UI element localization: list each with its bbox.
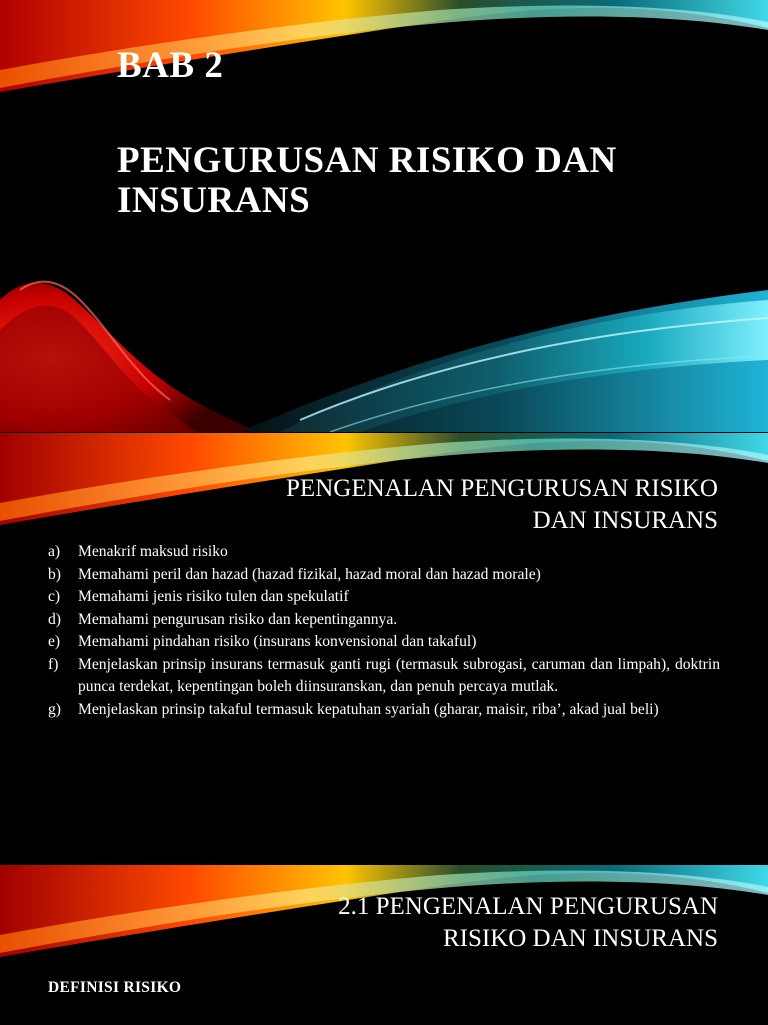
list-text: Menjelaskan prinsip takaful termasuk kepatuhan syariah (gharar, maisir, riba’, akad jual beli)	[78, 700, 659, 718]
list-marker: a)	[48, 543, 61, 560]
slide-heading-line-1: PENGENALAN PENGURUSAN RISIKO	[286, 475, 718, 502]
chapter-title-line-2: INSURANS	[117, 180, 311, 221]
chapter-title-line-1: PENGURUSAN RISIKO DAN	[117, 140, 617, 181]
chapter-label: BAB 2	[117, 45, 224, 86]
section-heading	[198, 891, 718, 955]
list-text: Menjelaskan prinsip insurans termasuk ganti rugi (termasuk subrogasi, caruman dan limpah), doktrin punca terdekat, kepentingan boleh diinsuranskan, dan penuh percaya mutlak.	[78, 655, 720, 695]
slide-objectives	[0, 433, 768, 864]
slide-title-heading	[117, 46, 737, 221]
list-marker: e)	[48, 633, 61, 650]
list-item	[48, 654, 720, 699]
list-text: Memahami pengurusan risiko dan kepentingannya.	[78, 610, 398, 628]
list-item	[48, 586, 720, 609]
list-item	[48, 631, 720, 654]
list-text: Menakrif maksud risiko	[78, 543, 228, 560]
slide-heading	[158, 473, 718, 537]
list-item	[48, 564, 720, 587]
list-marker: g)	[48, 700, 61, 718]
slide-heading-line-2: DAN INSURANS	[532, 507, 718, 534]
list-marker: f)	[48, 655, 59, 673]
list-text: Memahami pindahan risiko (insurans konvensional dan takaful)	[78, 633, 477, 650]
list-text: Memahami peril dan hazad (hazad fizikal, hazad moral dan hazad morale)	[78, 565, 541, 583]
section-heading-line-1: PENGENALAN PENGURUSAN	[375, 893, 718, 920]
list-item	[48, 609, 720, 632]
objectives-list	[48, 541, 720, 721]
list-marker: b)	[48, 565, 61, 583]
list-item	[48, 541, 720, 564]
slide-section-2-1	[0, 865, 768, 1025]
list-item	[48, 699, 720, 722]
subheading: DEFINISI RISIKO	[48, 979, 182, 996]
section-number: 2.1	[338, 893, 370, 920]
list-marker: d)	[48, 610, 61, 628]
list-marker: c)	[48, 588, 61, 605]
slide-title	[0, 0, 768, 432]
section-heading-line-2: RISIKO DAN INSURANS	[442, 925, 718, 952]
list-text: Memahami jenis risiko tulen dan spekulatif	[78, 588, 349, 605]
